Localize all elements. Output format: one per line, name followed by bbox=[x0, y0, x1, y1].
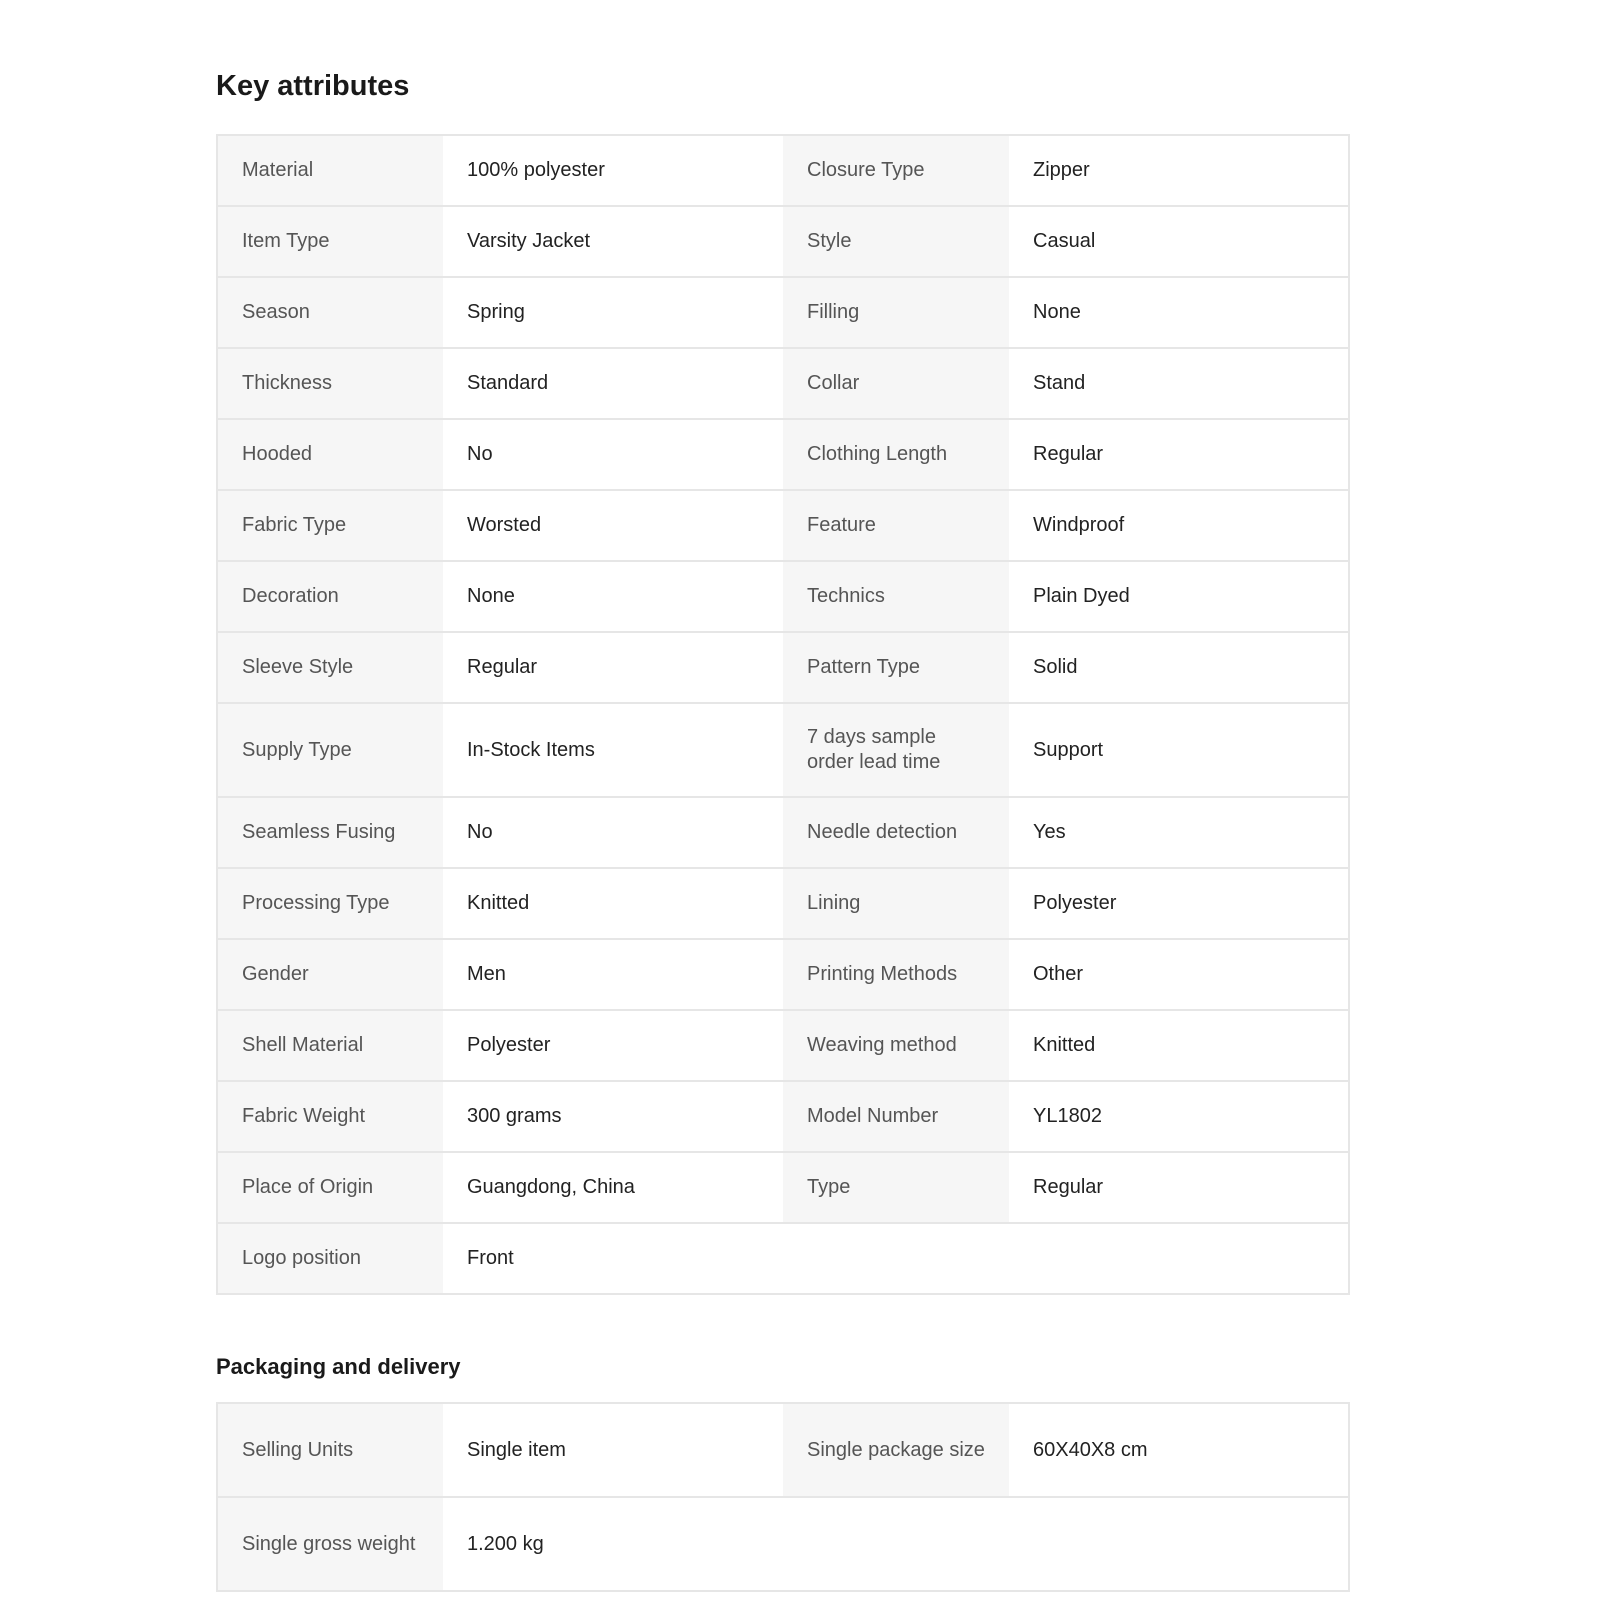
attribute-label: Model Number bbox=[783, 1081, 1009, 1152]
attribute-value: Knitted bbox=[443, 868, 783, 939]
attribute-label: Lining bbox=[783, 868, 1009, 939]
table-row bbox=[217, 1497, 1349, 1591]
attribute-value: Knitted bbox=[1009, 1010, 1349, 1081]
attribute-label: Season bbox=[217, 277, 443, 348]
attribute-label: Shell Material bbox=[217, 1010, 443, 1081]
attribute-label: Feature bbox=[783, 490, 1009, 561]
attribute-value: No bbox=[443, 797, 783, 868]
table-row bbox=[217, 561, 1349, 632]
attribute-label: Style bbox=[783, 206, 1009, 277]
attribute-label: Needle detection bbox=[783, 797, 1009, 868]
attribute-value: Regular bbox=[1009, 1152, 1349, 1223]
attribute-value: Varsity Jacket bbox=[443, 206, 783, 277]
attribute-value: Guangdong, China bbox=[443, 1152, 783, 1223]
key-attributes-table bbox=[216, 134, 1350, 1295]
attribute-value: Polyester bbox=[1009, 868, 1349, 939]
attribute-label: Supply Type bbox=[217, 703, 443, 797]
attribute-label: Printing Methods bbox=[783, 939, 1009, 1010]
attribute-value: 300 grams bbox=[443, 1081, 783, 1152]
attribute-label: Place of Origin bbox=[217, 1152, 443, 1223]
table-row bbox=[217, 797, 1349, 868]
packaging-table bbox=[216, 1402, 1350, 1592]
attribute-label: Decoration bbox=[217, 561, 443, 632]
table-row bbox=[217, 1081, 1349, 1152]
table-row bbox=[217, 939, 1349, 1010]
attribute-label: Closure Type bbox=[783, 135, 1009, 206]
attribute-value: 60X40X8 cm bbox=[1009, 1403, 1349, 1497]
attribute-value: Worsted bbox=[443, 490, 783, 561]
attribute-label: 7 days sample order lead time bbox=[783, 703, 1009, 797]
table-row bbox=[217, 135, 1349, 206]
attribute-value: Plain Dyed bbox=[1009, 561, 1349, 632]
attribute-value: 1.200 kg bbox=[443, 1497, 1349, 1591]
table-row bbox=[217, 348, 1349, 419]
packaging-body bbox=[217, 1403, 1349, 1591]
key-attributes-body bbox=[217, 135, 1349, 1294]
attribute-value: Casual bbox=[1009, 206, 1349, 277]
attribute-label: Gender bbox=[217, 939, 443, 1010]
attribute-label: Hooded bbox=[217, 419, 443, 490]
attribute-label: Clothing Length bbox=[783, 419, 1009, 490]
table-row bbox=[217, 1010, 1349, 1081]
attribute-value: Support bbox=[1009, 703, 1349, 797]
attribute-label: Filling bbox=[783, 277, 1009, 348]
key-attributes-title: Key attributes bbox=[216, 70, 410, 102]
attribute-value: Single item bbox=[443, 1403, 783, 1497]
attribute-value: Regular bbox=[1009, 419, 1349, 490]
table-row bbox=[217, 1223, 1349, 1294]
table-row bbox=[217, 419, 1349, 490]
attribute-label: Type bbox=[783, 1152, 1009, 1223]
attribute-label: Collar bbox=[783, 348, 1009, 419]
attribute-value: Solid bbox=[1009, 632, 1349, 703]
attribute-value: Front bbox=[443, 1223, 1349, 1294]
attribute-value: Standard bbox=[443, 348, 783, 419]
attribute-value: Men bbox=[443, 939, 783, 1010]
attribute-label: Weaving method bbox=[783, 1010, 1009, 1081]
table-row bbox=[217, 277, 1349, 348]
attribute-value: None bbox=[443, 561, 783, 632]
attribute-label: Thickness bbox=[217, 348, 443, 419]
attribute-label: Fabric Weight bbox=[217, 1081, 443, 1152]
attribute-label: Pattern Type bbox=[783, 632, 1009, 703]
table-row bbox=[217, 490, 1349, 561]
attribute-value: Windproof bbox=[1009, 490, 1349, 561]
attribute-label: Fabric Type bbox=[217, 490, 443, 561]
table-row bbox=[217, 1403, 1349, 1497]
table-row bbox=[217, 703, 1349, 797]
table-row bbox=[217, 206, 1349, 277]
attribute-value: In-Stock Items bbox=[443, 703, 783, 797]
attribute-label: Item Type bbox=[217, 206, 443, 277]
attribute-value: Polyester bbox=[443, 1010, 783, 1081]
attribute-label: Material bbox=[217, 135, 443, 206]
table-row bbox=[217, 632, 1349, 703]
attribute-label: Technics bbox=[783, 561, 1009, 632]
attribute-value: YL1802 bbox=[1009, 1081, 1349, 1152]
attribute-label: Seamless Fusing bbox=[217, 797, 443, 868]
attribute-value: Stand bbox=[1009, 348, 1349, 419]
attribute-value: Spring bbox=[443, 277, 783, 348]
attribute-value: Yes bbox=[1009, 797, 1349, 868]
attribute-value: 100% polyester bbox=[443, 135, 783, 206]
attribute-value: Zipper bbox=[1009, 135, 1349, 206]
attribute-value: Other bbox=[1009, 939, 1349, 1010]
table-row bbox=[217, 868, 1349, 939]
attribute-label: Single package size bbox=[783, 1403, 1009, 1497]
attribute-value: Regular bbox=[443, 632, 783, 703]
attribute-label: Logo position bbox=[217, 1223, 443, 1294]
attribute-value: None bbox=[1009, 277, 1349, 348]
attribute-label: Single gross weight bbox=[217, 1497, 443, 1591]
packaging-title: Packaging and delivery bbox=[216, 1354, 461, 1379]
table-row bbox=[217, 1152, 1349, 1223]
attribute-label: Selling Units bbox=[217, 1403, 443, 1497]
attribute-label: Sleeve Style bbox=[217, 632, 443, 703]
attribute-value: No bbox=[443, 419, 783, 490]
attribute-label: Processing Type bbox=[217, 868, 443, 939]
